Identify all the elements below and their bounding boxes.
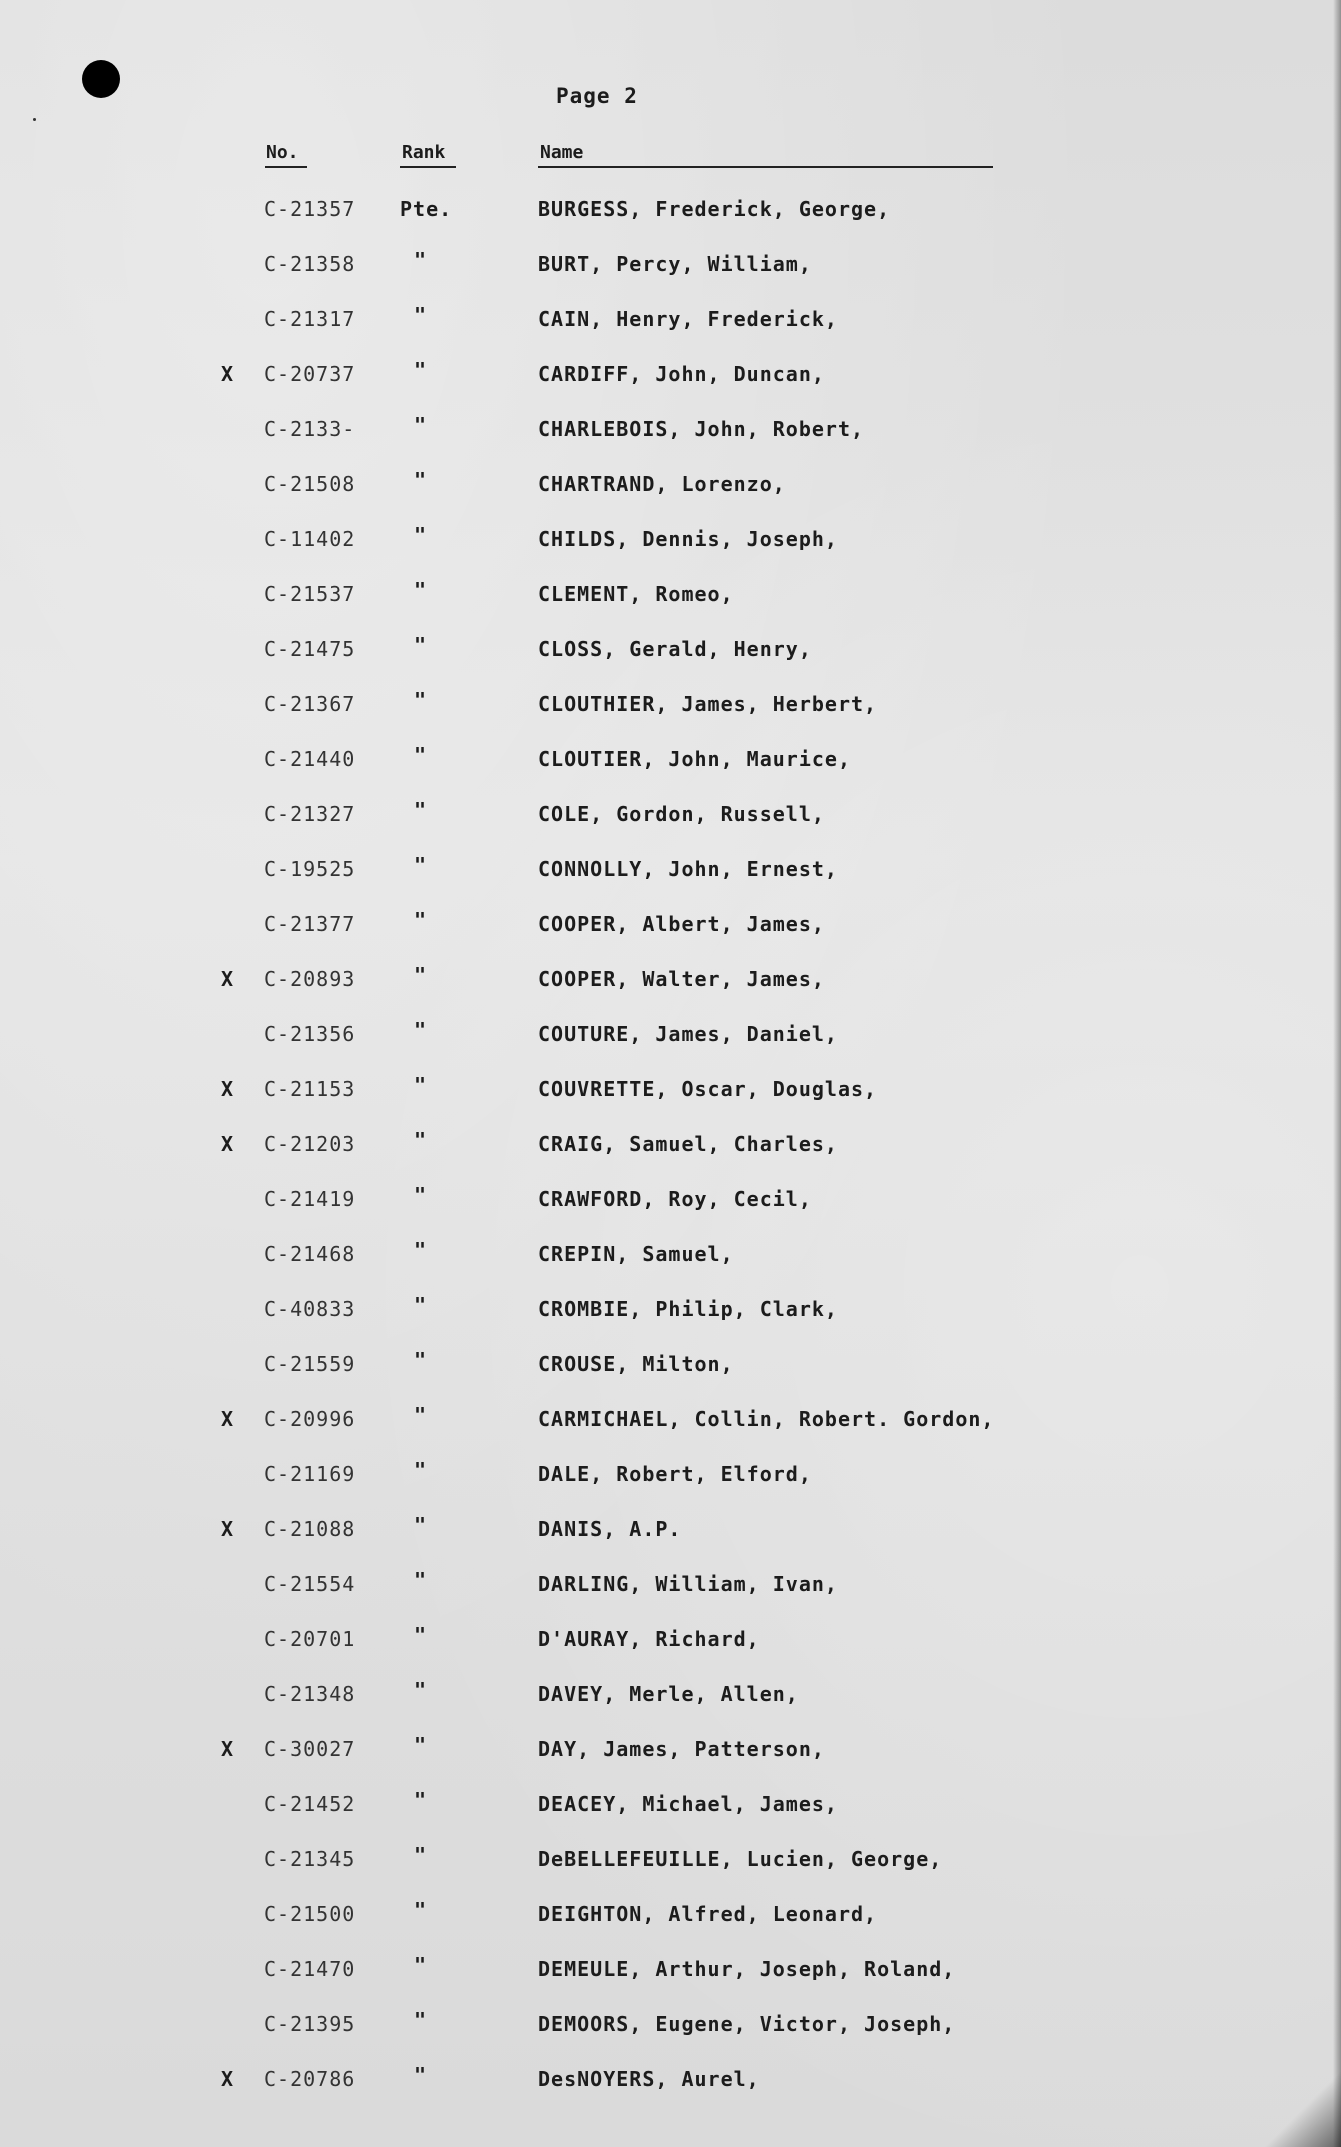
soldier-name: CHILDS, Dennis, Joseph, bbox=[538, 527, 838, 551]
service-number: C-30027 bbox=[264, 1737, 356, 1761]
service-number: C-40833 bbox=[264, 1297, 356, 1321]
header-rank: Rank bbox=[402, 142, 446, 163]
service-number: C-20996 bbox=[264, 1407, 356, 1431]
soldier-name: CHARTRAND, Lorenzo, bbox=[538, 472, 786, 496]
roster-row bbox=[0, 1238, 1341, 1278]
service-number: C-20786 bbox=[264, 2067, 356, 2091]
rank: " bbox=[414, 578, 428, 602]
roster-row bbox=[0, 1183, 1341, 1223]
service-number: C-20737 bbox=[264, 362, 356, 386]
rank: " bbox=[414, 688, 428, 712]
rank: " bbox=[414, 2008, 428, 2032]
soldier-name: CROMBIE, Philip, Clark, bbox=[538, 1297, 838, 1321]
soldier-name: CRAIG, Samuel, Charles, bbox=[538, 1132, 838, 1156]
service-number: C-21377 bbox=[264, 912, 356, 936]
row-mark: X bbox=[221, 362, 235, 386]
service-number: C-20893 bbox=[264, 967, 356, 991]
rank: " bbox=[414, 523, 428, 547]
roster-row bbox=[0, 303, 1341, 343]
roster-row bbox=[0, 413, 1341, 453]
rank: " bbox=[414, 1458, 428, 1482]
roster-row bbox=[0, 908, 1341, 948]
rank: " bbox=[414, 1898, 428, 1922]
rank: " bbox=[414, 908, 428, 932]
rank: " bbox=[414, 1513, 428, 1537]
soldier-name: COUVRETTE, Oscar, Douglas, bbox=[538, 1077, 878, 1101]
header-name: Name bbox=[540, 142, 584, 163]
rank: " bbox=[414, 1238, 428, 1262]
header-rule-name bbox=[538, 166, 993, 168]
soldier-name: CLOUTHIER, James, Herbert, bbox=[538, 692, 878, 716]
soldier-name: CLOSS, Gerald, Henry, bbox=[538, 637, 812, 661]
rank: " bbox=[414, 963, 428, 987]
rank: " bbox=[414, 1403, 428, 1427]
soldier-name: BURT, Percy, William, bbox=[538, 252, 812, 276]
roster-row bbox=[0, 853, 1341, 893]
soldier-name: DAY, James, Patterson, bbox=[538, 1737, 825, 1761]
soldier-name: DALE, Robert, Elford, bbox=[538, 1462, 812, 1486]
service-number: C-21554 bbox=[264, 1572, 356, 1596]
service-number: C-21500 bbox=[264, 1902, 356, 1926]
service-number: C-21317 bbox=[264, 307, 356, 331]
soldier-name: DARLING, William, Ivan, bbox=[538, 1572, 838, 1596]
soldier-name: D'AURAY, Richard, bbox=[538, 1627, 760, 1651]
roster-row bbox=[0, 1623, 1341, 1663]
rank: " bbox=[414, 853, 428, 877]
soldier-name: CARMICHAEL, Collin, Robert. Gordon, bbox=[538, 1407, 995, 1431]
roster-row bbox=[0, 1733, 1341, 1773]
service-number: C-21395 bbox=[264, 2012, 356, 2036]
service-number: C-21088 bbox=[264, 1517, 356, 1541]
column-header bbox=[0, 142, 1341, 172]
service-number: C-21475 bbox=[264, 637, 356, 661]
soldier-name: COUTURE, James, Daniel, bbox=[538, 1022, 838, 1046]
soldier-name: CLEMENT, Romeo, bbox=[538, 582, 734, 606]
row-mark: X bbox=[221, 1077, 235, 1101]
service-number: C-20701 bbox=[264, 1627, 356, 1651]
service-number: C-21508 bbox=[264, 472, 356, 496]
service-number: C-21153 bbox=[264, 1077, 356, 1101]
rank: " bbox=[414, 633, 428, 657]
service-number: C-11402 bbox=[264, 527, 356, 551]
soldier-name: DEMOORS, Eugene, Victor, Joseph, bbox=[538, 2012, 956, 2036]
roster-row bbox=[0, 578, 1341, 618]
soldier-name: CONNOLLY, John, Ernest, bbox=[538, 857, 838, 881]
row-mark: X bbox=[221, 1737, 235, 1761]
service-number: C-21419 bbox=[264, 1187, 356, 1211]
roster-row bbox=[0, 1403, 1341, 1443]
rank: " bbox=[414, 743, 428, 767]
service-number: C-21537 bbox=[264, 582, 356, 606]
rank: " bbox=[414, 358, 428, 382]
service-number: C-21468 bbox=[264, 1242, 356, 1266]
soldier-name: DEACEY, Michael, James, bbox=[538, 1792, 838, 1816]
service-number: C-21452 bbox=[264, 1792, 356, 1816]
soldier-name: CRAWFORD, Roy, Cecil, bbox=[538, 1187, 812, 1211]
service-number: C-21470 bbox=[264, 1957, 356, 1981]
service-number: C-2133- bbox=[264, 417, 356, 441]
soldier-name: DANIS, A.P. bbox=[538, 1517, 682, 1541]
rank: " bbox=[414, 468, 428, 492]
rank: " bbox=[414, 248, 428, 272]
roster-row bbox=[0, 1073, 1341, 1113]
roster-row bbox=[0, 1788, 1341, 1828]
roster-row bbox=[0, 193, 1341, 233]
service-number: C-21169 bbox=[264, 1462, 356, 1486]
roster-row bbox=[0, 1843, 1341, 1883]
roster-row bbox=[0, 1018, 1341, 1058]
roster-row bbox=[0, 523, 1341, 563]
service-number: C-21327 bbox=[264, 802, 356, 826]
rank: Pte. bbox=[400, 197, 453, 221]
soldier-name: DAVEY, Merle, Allen, bbox=[538, 1682, 799, 1706]
soldier-name: CREPIN, Samuel, bbox=[538, 1242, 734, 1266]
soldier-name: DEMEULE, Arthur, Joseph, Roland, bbox=[538, 1957, 956, 1981]
header-rule-no bbox=[265, 166, 307, 168]
roster-row bbox=[0, 963, 1341, 1003]
rank: " bbox=[414, 1128, 428, 1152]
soldier-name: CHARLEBOIS, John, Robert, bbox=[538, 417, 865, 441]
service-number: C-21367 bbox=[264, 692, 356, 716]
roster-row bbox=[0, 1898, 1341, 1938]
page-number: Page 2 bbox=[556, 84, 638, 108]
rank: " bbox=[414, 1018, 428, 1042]
service-number: C-19525 bbox=[264, 857, 356, 881]
rank: " bbox=[414, 2063, 428, 2087]
rank: " bbox=[414, 1183, 428, 1207]
rank: " bbox=[414, 1678, 428, 1702]
rank: " bbox=[414, 1788, 428, 1812]
row-mark: X bbox=[221, 1517, 235, 1541]
row-mark: X bbox=[221, 1132, 235, 1156]
soldier-name: DesNOYERS, Aurel, bbox=[538, 2067, 760, 2091]
row-mark: X bbox=[221, 967, 235, 991]
page-corner-shadow bbox=[1261, 2057, 1341, 2147]
soldier-name: DEIGHTON, Alfred, Leonard, bbox=[538, 1902, 878, 1926]
roster-row bbox=[0, 1568, 1341, 1608]
roster-row bbox=[0, 743, 1341, 783]
roster-row bbox=[0, 1293, 1341, 1333]
rank: " bbox=[414, 798, 428, 822]
header-no: No. bbox=[266, 142, 299, 163]
row-mark: X bbox=[221, 1407, 235, 1431]
roster-row bbox=[0, 688, 1341, 728]
service-number: C-21357 bbox=[264, 197, 356, 221]
punch-hole bbox=[82, 60, 120, 98]
soldier-name: CAIN, Henry, Frederick, bbox=[538, 307, 838, 331]
row-mark: X bbox=[221, 2067, 235, 2091]
rank: " bbox=[414, 1733, 428, 1757]
roster-row bbox=[0, 1458, 1341, 1498]
rank: " bbox=[414, 1073, 428, 1097]
service-number: C-21440 bbox=[264, 747, 356, 771]
roster-row bbox=[0, 798, 1341, 838]
roster-row bbox=[0, 248, 1341, 288]
service-number: C-21345 bbox=[264, 1847, 356, 1871]
roster-row bbox=[0, 1678, 1341, 1718]
soldier-name: CARDIFF, John, Duncan, bbox=[538, 362, 825, 386]
header-rule-rank bbox=[400, 166, 456, 168]
rank: " bbox=[414, 1348, 428, 1372]
service-number: C-21348 bbox=[264, 1682, 356, 1706]
service-number: C-21356 bbox=[264, 1022, 356, 1046]
rank: " bbox=[414, 1293, 428, 1317]
roster-row bbox=[0, 2063, 1341, 2103]
roster-row bbox=[0, 2008, 1341, 2048]
rank: " bbox=[414, 1843, 428, 1867]
rank: " bbox=[414, 1953, 428, 1977]
service-number: C-21559 bbox=[264, 1352, 356, 1376]
service-number: C-21203 bbox=[264, 1132, 356, 1156]
page-edge-shadow bbox=[1333, 0, 1341, 2147]
roster-row bbox=[0, 1953, 1341, 1993]
soldier-name: CLOUTIER, John, Maurice, bbox=[538, 747, 851, 771]
rank: " bbox=[414, 1568, 428, 1592]
soldier-name: BURGESS, Frederick, George, bbox=[538, 197, 891, 221]
roster-row bbox=[0, 1348, 1341, 1388]
paper-speck bbox=[33, 118, 36, 121]
soldier-name: CROUSE, Milton, bbox=[538, 1352, 734, 1376]
roster-row bbox=[0, 633, 1341, 673]
roster-row bbox=[0, 468, 1341, 508]
rank: " bbox=[414, 1623, 428, 1647]
service-number: C-21358 bbox=[264, 252, 356, 276]
soldier-name: DeBELLEFEUILLE, Lucien, George, bbox=[538, 1847, 943, 1871]
rank: " bbox=[414, 413, 428, 437]
roster-row bbox=[0, 1128, 1341, 1168]
soldier-name: COOPER, Walter, James, bbox=[538, 967, 825, 991]
soldier-name: COLE, Gordon, Russell, bbox=[538, 802, 825, 826]
roster-row bbox=[0, 358, 1341, 398]
soldier-name: COOPER, Albert, James, bbox=[538, 912, 825, 936]
roster-row bbox=[0, 1513, 1341, 1553]
rank: " bbox=[414, 303, 428, 327]
